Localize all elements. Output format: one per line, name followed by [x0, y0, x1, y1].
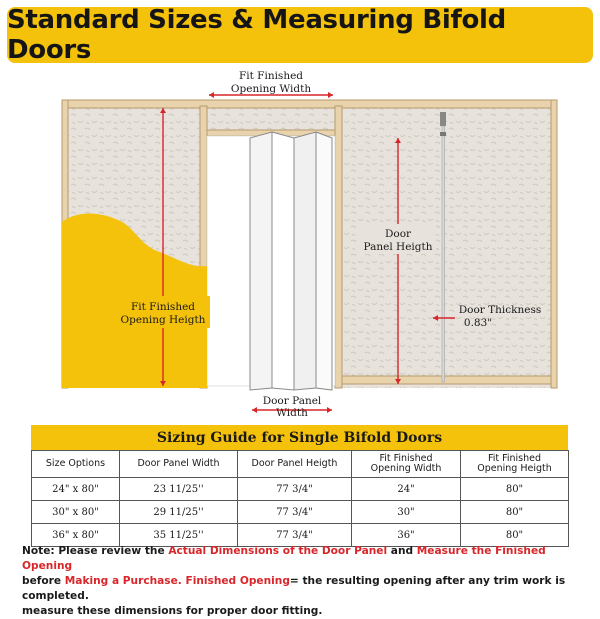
page-title: Standard Sizes & Measuring Bifold Doors — [7, 5, 506, 65]
cell-opening-width: 36" — [352, 524, 461, 547]
header-opening-width: Fit Finished Opening Width — [352, 451, 461, 478]
panel-width-label-2: Width — [276, 407, 308, 419]
note-line-1: Note: Please review the Actual Dimensions of the Door Panel and Measure the Finished Opening — [22, 545, 546, 572]
cell-panel-width: 29 11/25'' — [120, 501, 238, 524]
cell-size: 36" x 80" — [32, 524, 120, 547]
bifold-door — [250, 132, 332, 390]
panel-height-label-2: Panel Heigth — [363, 241, 433, 253]
cell-panel-height: 77 3/4" — [238, 524, 352, 547]
cell-opening-width: 30" — [352, 501, 461, 524]
header-size-options: Size Options — [32, 451, 120, 478]
cell-size: 24" x 80" — [32, 478, 120, 501]
note-line-2: before Making a Purchase. Finished Opening= the resulting opening after any trim work is completed. — [22, 575, 566, 602]
table-header-row — [32, 451, 569, 478]
sizing-guide-title: Sizing Guide for Single Bifold Doors — [31, 425, 568, 450]
cell-opening-height: 80" — [461, 501, 569, 524]
note-line-3: measure these dimensions for proper door fitting. — [22, 605, 323, 617]
header-panel-width: Door Panel Width — [120, 451, 238, 478]
cell-panel-width: 35 11/25'' — [120, 524, 238, 547]
table-row — [32, 501, 569, 524]
thickness-label-2: 0.83" — [463, 317, 493, 329]
cell-panel-height: 77 3/4" — [238, 478, 352, 501]
opening-width-label-2: Opening Width — [230, 83, 312, 95]
sizing-table — [31, 450, 569, 547]
thickness-label-1: Door Thickness — [458, 304, 542, 316]
cell-panel-height: 77 3/4" — [238, 501, 352, 524]
header-opening-height: Fit Finished Opening Heigth — [461, 451, 569, 478]
panel-width-label-1: Door Panel — [262, 395, 322, 407]
cell-opening-height: 80" — [461, 524, 569, 547]
panel-height-label-1: Door — [384, 228, 412, 240]
sizing-guide — [31, 425, 568, 547]
opening-height-label-1: Fit Finished — [130, 301, 196, 313]
header-wall — [207, 106, 335, 132]
table-row — [32, 478, 569, 501]
cell-panel-width: 23 11/25'' — [120, 478, 238, 501]
purchase-note — [22, 544, 588, 619]
header-panel-height: Door Panel Heigth — [238, 451, 352, 478]
opening-width-label-1: Fit Finished — [238, 70, 304, 82]
cell-opening-width: 24" — [352, 478, 461, 501]
cell-opening-height: 80" — [461, 478, 569, 501]
cell-size: 30" x 80" — [32, 501, 120, 524]
opening-height-label-2: Opening Heigth — [120, 314, 206, 326]
